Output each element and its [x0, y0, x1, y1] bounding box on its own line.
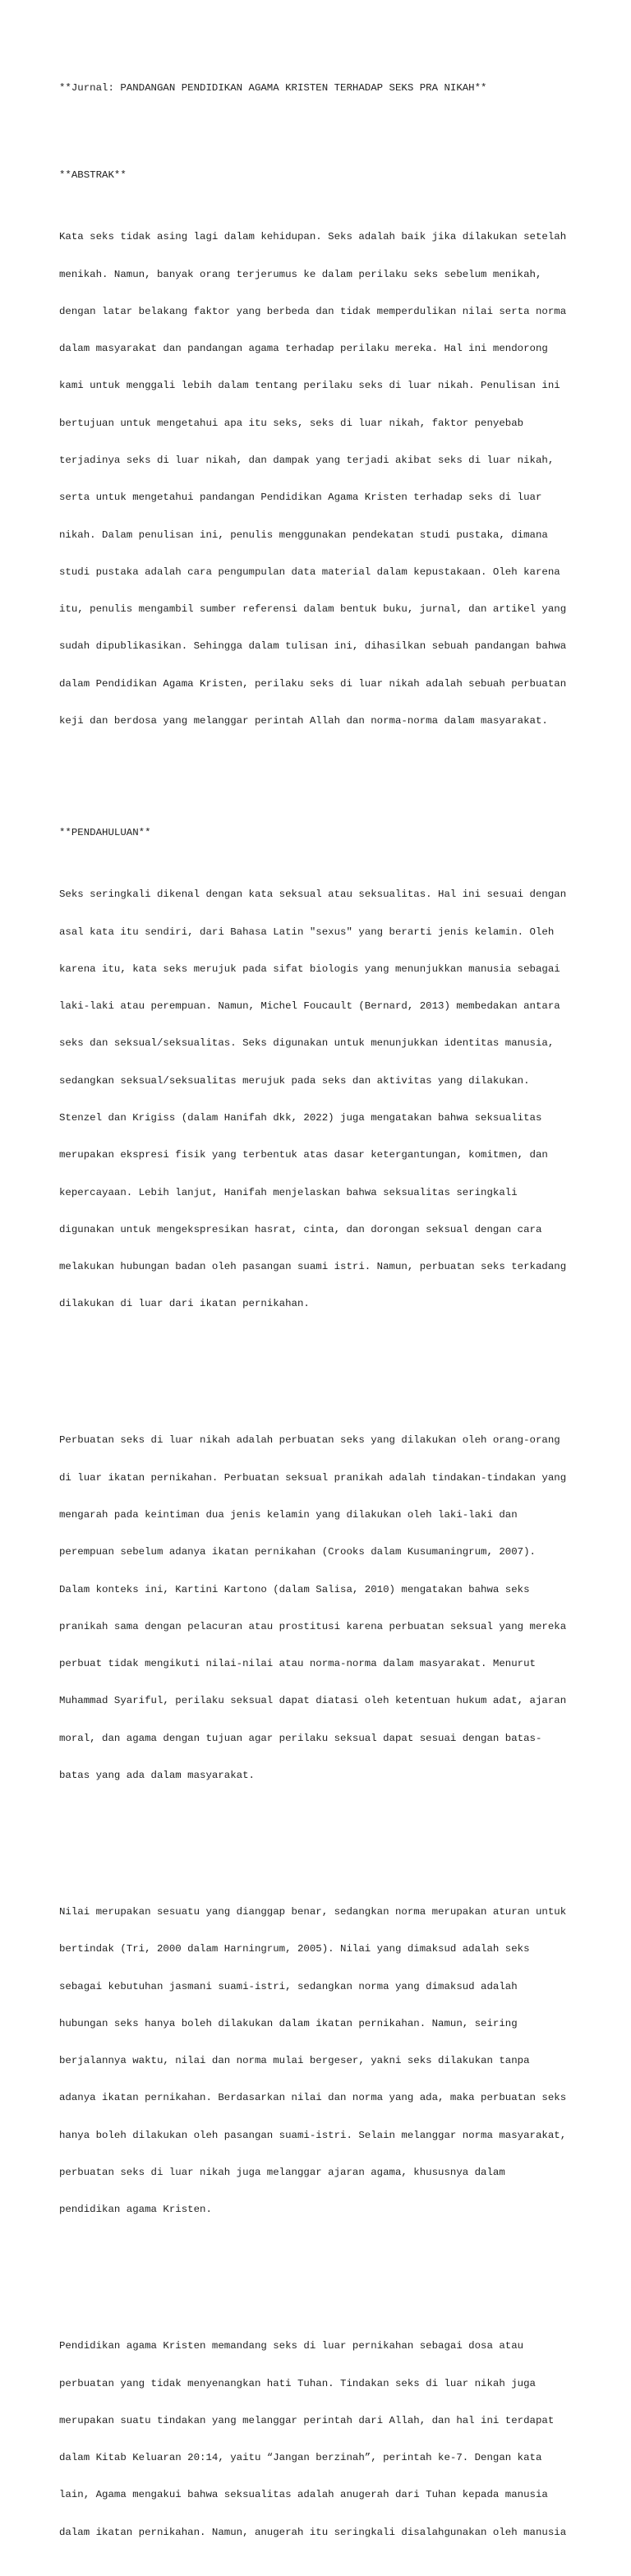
introduction-paragraph-2	[59, 1410, 585, 1807]
paragraph-line: dalam ikatan pernikahan. Namun, anugerah itu seringkali disalahgunakan oleh manusia	[59, 2526, 567, 2538]
paragraph-line: sedangkan seksual/seksualitas merujuk pada seks dan aktivitas yang dilakukan.	[59, 1074, 530, 1087]
spacer	[59, 1360, 585, 1373]
spacer	[59, 119, 585, 132]
paragraph-line: melakukan hubungan badan oleh pasangan suami istri. Namun, perbuatan seks terkadang	[59, 1261, 567, 1273]
introduction-paragraph-1	[59, 864, 585, 1336]
paragraph-line: Pendidikan agama Kristen memandang seks di luar pernikahan sebagai dosa atau	[59, 2340, 524, 2352]
paragraph-line: lain, Agama mengakui bahwa seksualitas adalah anugerah dari Tuhan kepada manusia	[59, 2489, 548, 2501]
abstract-line: studi pustaka adalah cara pengumpulan data material dalam kepustakaan. Oleh karena	[59, 566, 560, 578]
spacer	[59, 777, 585, 789]
paragraph-line: dilakukan di luar dari ikatan pernikahan.	[59, 1298, 310, 1310]
paragraph-line: hanya boleh dilakukan oleh pasangan suami-istri. Selain melanggar norma masyarakat,	[59, 2129, 567, 2141]
document-body	[59, 58, 585, 2576]
paragraph-line: digunakan untuk mengekspresikan hasrat, cinta, dan dorongan seksual dengan cara	[59, 1223, 542, 1235]
abstract-paragraph	[59, 206, 585, 752]
document-title: **Jurnal: PANDANGAN PENDIDIKAN AGAMA KRISTEN TERHADAP SEKS PRA NIKAH**	[59, 82, 487, 95]
paragraph-line: perbuatan yang tidak menyenangkan hati Tuhan. Tindakan seks di luar nikah juga	[59, 2377, 536, 2389]
abstract-line: serta untuk mengetahui pandangan Pendidikan Agama Kristen terhadap seks di luar	[59, 492, 542, 504]
abstract-line: terjadinya seks di luar nikah, dan dampak yang terjadi akibat seks di luar nikah,	[59, 455, 555, 466]
introduction-paragraph-3	[59, 1881, 585, 2241]
paragraph-line: dalam Kitab Keluaran 20:14, yaitu “Jangan berzinah”, perintah ke-7. Dengan kata	[59, 2452, 542, 2464]
paragraph-line: di luar ikatan pernikahan. Perbuatan seksual pranikah adalah tindakan-tindakan yang	[59, 1471, 567, 1484]
paragraph-line: moral, dan agama dengan tujuan agar perilaku seksual dapat sesuai dengan batas-	[59, 1732, 542, 1744]
paragraph-line: merupakan suatu tindakan yang melanggar perintah dari Allah, dan hal ini terdapat	[59, 2414, 555, 2426]
paragraph-line: pranikah sama dengan pelacuran atau prostitusi karena perbuatan seksual yang mereka	[59, 1620, 567, 1632]
abstract-heading: **ABSTRAK**	[59, 169, 127, 181]
paragraph-line: perbuat tidak mengikuti nilai-nilai atau norma-norma dalam masyarakat. Menurut	[59, 1658, 536, 1670]
paragraph-line: Perbuatan seks di luar nikah adalah perbuatan seks yang dilakukan oleh orang-orang	[59, 1434, 560, 1447]
abstract-line: dalam masyarakat dan pandangan agama terhadap perilaku mereka. Hal ini mendorong	[59, 343, 548, 355]
paragraph-line: sebagai kebutuhan jasmani suami-istri, sedangkan norma yang dimaksud adalah	[59, 1980, 518, 1992]
paragraph-line: asal kata itu sendiri, dari Bahasa Latin "sexus" yang berarti jenis kelamin. Oleh	[59, 926, 555, 938]
paragraph-line: perempuan sebelum adanya ikatan pernikahan (Crooks dalam Kusumaningrum, 2007).	[59, 1546, 536, 1558]
abstract-line: dengan latar belakang faktor yang berbeda dan tidak memperdulikan nilai serta norma	[59, 305, 567, 317]
introduction-paragraph-4	[59, 2315, 585, 2564]
paragraph-line: merupakan ekspresi fisik yang terbentuk atas dasar ketergantungan, komitmen, dan	[59, 1149, 548, 1161]
paragraph-line: adanya ikatan pernikahan. Berdasarkan nilai dan norma yang ada, maka perbuatan seks	[59, 2092, 567, 2104]
paragraph-line: hubungan seks hanya boleh dilakukan dalam ikatan pernikahan. Namun, seiring	[59, 2017, 518, 2029]
spacer	[59, 1831, 585, 1844]
paragraph-line: mengarah pada keintiman dua jenis kelamin yang dilakukan oleh laki-laki dan	[59, 1508, 518, 1521]
abstract-line: menikah. Namun, banyak orang terjerumus ke dalam perilaku seks sebelum menikah,	[59, 268, 542, 280]
abstract-line: dalam Pendidikan Agama Kristen, perilaku seks di luar nikah adalah sebuah perbuatan	[59, 677, 567, 690]
abstract-line: bertujuan untuk mengetahui apa itu seks, seks di luar nikah, faktor penyebab	[59, 417, 524, 429]
spacer	[59, 2266, 585, 2278]
paragraph-line: Stenzel dan Krigiss (dalam Hanifah dkk, 2022) juga mengatakan bahwa seksualitas	[59, 1111, 542, 1124]
paragraph-line: karena itu, kata seks merujuk pada sifat biologis yang menunjukkan manusia sebagai	[59, 963, 560, 975]
abstract-line: Kata seks tidak asing lagi dalam kehidupan. Seks adalah baik jika dilakukan setelah	[59, 231, 567, 243]
abstract-line: kami untuk menggali lebih dalam tentang perilaku seks di luar nikah. Penulisan ini	[59, 380, 560, 392]
paragraph-line: perbuatan seks di luar nikah juga melanggar ajaran agama, khususnya dalam	[59, 2166, 505, 2178]
abstract-line: itu, penulis mengambil sumber referensi dalam bentuk buku, jurnal, dan artikel yang	[59, 603, 567, 616]
paragraph-line: bertindak (Tri, 2000 dalam Harningrum, 2005). Nilai yang dimaksud adalah seks	[59, 1943, 530, 1955]
introduction-heading: **PENDAHULUAN**	[59, 826, 151, 838]
paragraph-line: pendidikan agama Kristen.	[59, 2204, 212, 2216]
abstract-line: nikah. Dalam penulisan ini, penulis menggunakan pendekatan studi pustaka, dimana	[59, 529, 548, 541]
paragraph-line: batas yang ada dalam masyarakat.	[59, 1769, 255, 1781]
paragraph-line: laki-laki atau perempuan. Namun, Michel Foucault (Bernard, 2013) membedakan antara	[59, 1000, 560, 1013]
paragraph-line: Nilai merupakan sesuatu yang dianggap benar, sedangkan norma merupakan aturan untuk	[59, 1905, 567, 1918]
paragraph-line: berjalannya waktu, nilai dan norma mulai bergeser, yakni seks dilakukan tanpa	[59, 2055, 530, 2067]
paragraph-line: kepercayaan. Lebih lanjut, Hanifah menjelaskan bahwa seksualitas seringkali	[59, 1186, 518, 1198]
paragraph-line: Dalam konteks ini, Kartini Kartono (dalam Salisa, 2010) mengatakan bahwa seks	[59, 1583, 530, 1595]
abstract-line: sudah dipublikasikan. Sehingga dalam tulisan ini, dihasilkan sebuah pandangan bahwa	[59, 640, 567, 653]
paragraph-line: Seks seringkali dikenal dengan kata seksual atau seksualitas. Hal ini sesuai dengan	[59, 889, 567, 901]
paragraph-line: seks dan seksual/seksualitas. Seks digunakan untuk menunjukkan identitas manusia,	[59, 1037, 555, 1050]
abstract-line: keji dan berdosa yang melanggar perintah Allah dan norma-norma dalam masyarakat.	[59, 714, 548, 727]
paragraph-line: Muhammad Syariful, perilaku seksual dapat diatasi oleh ketentuan hukum adat, ajaran	[59, 1695, 567, 1707]
